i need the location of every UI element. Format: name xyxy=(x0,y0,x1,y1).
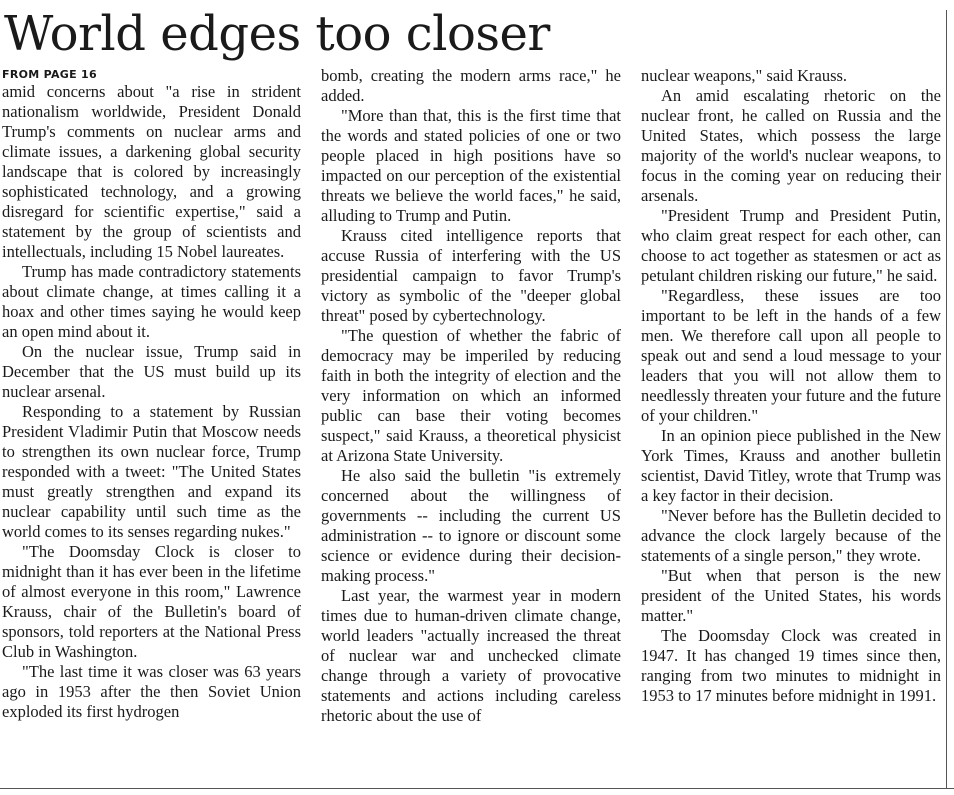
paragraph: On the nuclear issue, Trump said in December that the US must build up its nuclear arsenal. xyxy=(2,342,301,401)
article-column-2 xyxy=(321,66,621,726)
paragraph: Last year, the warmest year in modern times due to human-driven climate change, world leaders "actually increased the threat of nuclear war and unchecked climate change through a variety of provocative statements and actions including careless rhetoric about the use of xyxy=(321,586,621,725)
paragraph: amid concerns about "a rise in strident nationalism worldwide, President Donald Trump's comments on nuclear arms and climate issues, a darkening global security landscape that is colored by increasingly sophisticated technology, and a growing disregard for scientific expertise," said a statement by the group of scientists and intellectuals, including 15 Nobel laureates. xyxy=(2,82,301,261)
paragraph: "The Doomsday Clock is closer to midnight than it has ever been in the lifetime of almost everyone in this room," Lawrence Krauss, chair of the Bulletin's board of sponsors, told reporters at the National Press Club in Washington. xyxy=(2,542,301,661)
bottom-rule xyxy=(0,788,954,789)
paragraph: "The last time it was closer was 63 years ago in 1953 after the then Soviet Union exploded its first hydrogen xyxy=(2,662,301,721)
paragraph: He also said the bulletin "is extremely concerned about the willingness of governments -- including the current US administration -- to ignore or discount some science or evidence during their decision-making process." xyxy=(321,466,621,585)
paragraph: "But when that person is the new president of the United States, his words matter." xyxy=(641,566,941,625)
paragraph: "Never before has the Bulletin decided to advance the clock largely because of the statements of a single person," they wrote. xyxy=(641,506,941,565)
paragraph: Responding to a statement by Russian President Vladimir Putin that Moscow needs to strengthen its own nuclear force, Trump responded with a tweet: "The United States must greatly strengthen and expand its nuclear capability until such time as the world comes to its senses regarding nukes." xyxy=(2,402,301,541)
paragraph: The Doomsday Clock was created in 1947. It has changed 19 times since then, ranging from two minutes to midnight in 1953 to 17 minutes before midnight in 1991. xyxy=(641,626,941,705)
paragraph: "The question of whether the fabric of democracy may be imperiled by reducing faith in both the integrity of election and the very information on which an informed public can base their voting becomes suspect," said Krauss, a theoretical physicist at Arizona State University. xyxy=(321,326,621,465)
right-column-rule xyxy=(946,10,947,788)
paragraph: An amid escalating rhetoric on the nuclear front, he called on Russia and the United States, which possess the large majority of the world's nuclear weapons, to focus in the coming year on reducing their arsenals. xyxy=(641,86,941,205)
paragraph: "President Trump and President Putin, who claim great respect for each other, can choose to act together as statesmen or act as petulant children risking our future," he said. xyxy=(641,206,941,285)
paragraph: "Regardless, these issues are too important to be left in the hands of a few men. We therefore call upon all people to speak out and send a loud message to your leaders that you will not allow them to needlessly threaten your future and the future of your children." xyxy=(641,286,941,425)
headline: World edges too closer xyxy=(4,6,550,62)
article-column-1 xyxy=(2,66,301,722)
jump-line: FROM PAGE 16 xyxy=(2,68,97,81)
article-column-3 xyxy=(641,66,941,706)
paragraph: "More than that, this is the first time that the words and stated policies of one or two people placed in high positions have so impacted on our perception of the existential threats we believe the world faces," he said, alluding to Trump and Putin. xyxy=(321,106,621,225)
paragraph: Krauss cited intelligence reports that accuse Russia of interfering with the US presidential campaign to favor Trump's victory as symbolic of the "deeper global threat" posed by cybertechnology. xyxy=(321,226,621,325)
paragraph: nuclear weapons," said Krauss. xyxy=(641,66,848,85)
paragraph: In an opinion piece published in the New York Times, Krauss and another bulletin scientist, David Titley, wrote that Trump was a key factor in their decision. xyxy=(641,426,941,505)
paragraph: bomb, creating the modern arms race," he added. xyxy=(321,66,621,105)
paragraph: Trump has made contradictory statements about climate change, at times calling it a hoax and other times saying he would keep an open mind about it. xyxy=(2,262,301,341)
